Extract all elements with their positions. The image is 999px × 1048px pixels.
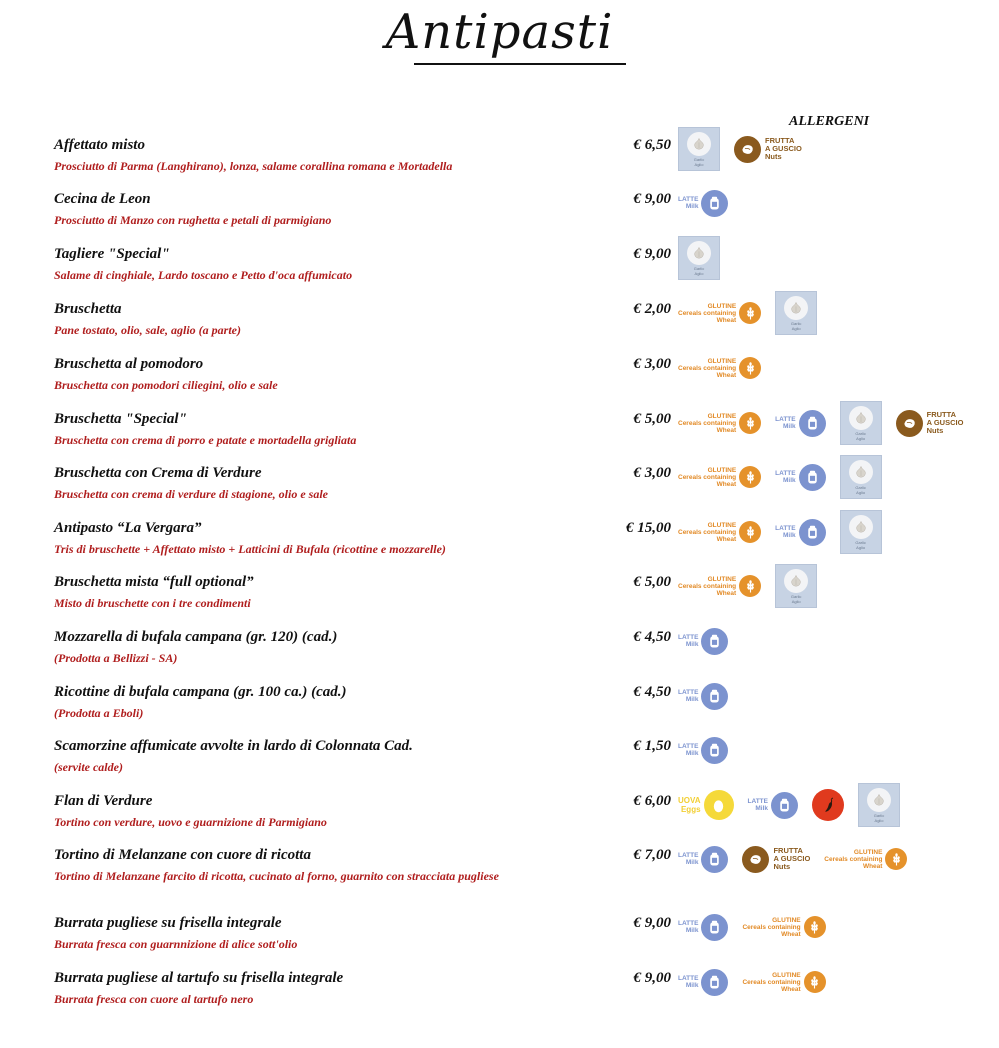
item-description: (Prodotta a Eboli) (54, 706, 144, 720)
gluten-label (678, 413, 736, 434)
item-allergens (678, 291, 831, 335)
item-price: € 9,00 (633, 191, 671, 207)
item-price: € 3,00 (633, 356, 671, 372)
item-description: Pane tostato, olio, sale, aglio (a parte) (54, 323, 241, 337)
nuts-label-line: Nuts (765, 152, 782, 161)
wheat-icon (739, 357, 761, 379)
wheat-icon (804, 971, 826, 993)
milk-label (678, 920, 698, 934)
item-description: Burrata fresca con guarnnizione di alice sott'olio (54, 937, 298, 951)
item-name: Bruschetta (54, 301, 122, 317)
gluten-label-line: Cereals containing (678, 582, 737, 590)
nuts-label (765, 137, 802, 161)
item-description: (Prodotta a Bellizzi - SA) (54, 651, 178, 665)
garlic-label-line: Aglio (874, 817, 884, 823)
gluten-label-line: Cereals containing (678, 528, 737, 536)
milk-label-line: LATTE (775, 416, 796, 423)
item-description: Misto di bruschette con i tre condimenti (54, 596, 251, 610)
garlic-label-line: Aglio (791, 598, 801, 604)
garlic-label-line: Aglio (694, 270, 704, 276)
gluten-label-line: GLUTINE (707, 575, 737, 583)
milk-label-line: Milk (755, 805, 768, 812)
allergen-garlic (840, 401, 882, 445)
allergen-garlic (840, 455, 882, 499)
gluten-label-line: Cereals containing (824, 855, 883, 863)
menu-item (0, 520, 999, 570)
gluten-label-line: GLUTINE (853, 848, 883, 856)
item-name: Bruschetta "Special" (54, 411, 187, 427)
item-price: € 5,00 (633, 411, 671, 427)
allergen-garlic (678, 236, 720, 280)
allergen-garlic (775, 564, 817, 608)
milk-label-line: Milk (685, 927, 699, 934)
item-description: Tortino di Melanzane farcito di ricotta, cucinato al forno, guarnito con stracciata pugliese (54, 869, 499, 883)
garlic-tile (775, 291, 817, 335)
item-price: € 7,00 (633, 847, 671, 863)
gluten-label (678, 358, 736, 379)
milk-label-line: LATTE (775, 525, 796, 532)
gluten-label-line: GLUTINE (772, 971, 801, 979)
milk-label (775, 470, 795, 484)
menu-item (0, 793, 999, 843)
item-price: € 1,50 (633, 738, 671, 754)
allergen-header: ALLERGENI (789, 114, 870, 129)
item-name: Bruschetta al pomodoro (54, 356, 204, 372)
garlic-label (791, 321, 801, 331)
milk-label-line: LATTE (775, 470, 796, 477)
garlic-label-line: Aglio (856, 544, 866, 550)
menu-item (0, 915, 999, 965)
allergen-eggs (678, 790, 734, 820)
nuts-label-line: FRUTTA (773, 846, 803, 855)
item-description: Bruschetta con crema di verdure di stagione, olio e sale (54, 487, 328, 501)
gluten-label-line: GLUTINE (707, 466, 737, 474)
garlic-label-line: Garlic (855, 539, 866, 545)
milk-icon (701, 846, 728, 873)
allergen-milk (678, 190, 728, 217)
item-name: Burrata pugliese su frisella integrale (54, 915, 282, 931)
allergen-nuts (742, 846, 810, 873)
item-name: Burrata pugliese al tartufo su frisella integrale (54, 970, 344, 986)
item-price: € 9,00 (633, 246, 671, 262)
garlic-label-line: Garlic (855, 484, 866, 490)
gluten-label (742, 917, 800, 938)
garlic-tile (678, 127, 720, 171)
garlic-label (874, 813, 884, 823)
garlic-label-line: Garlic (790, 593, 802, 599)
item-name: Bruschetta mista “full optional” (54, 574, 254, 590)
milk-icon (771, 792, 798, 819)
item-description: Salame di cinghiale, Lardo toscano e Petto d'oca affumicato (54, 268, 353, 282)
garlic-icon (784, 569, 808, 593)
item-name: Ricottine di bufala campana (gr. 100 ca.) (cad.) (54, 684, 347, 700)
allergen-gluten (678, 357, 761, 379)
menu-item (0, 738, 999, 788)
nuts-label-line: A GUSCIO (926, 418, 964, 427)
item-allergens (678, 564, 831, 608)
milk-label (678, 852, 698, 866)
garlic-icon (849, 460, 873, 484)
item-allergens (678, 619, 742, 663)
gluten-label-line: Wheat (716, 316, 737, 324)
garlic-label-line: Garlic (693, 156, 705, 162)
garlic-icon (784, 296, 808, 320)
garlic-label (855, 431, 865, 441)
allergen-gluten (678, 575, 761, 597)
milk-label-line: Milk (782, 477, 796, 484)
nut-icon (896, 410, 923, 437)
item-description: Tortino con verdure, uovo e guarnizione di Parmigiano (54, 815, 327, 829)
item-allergens (678, 674, 742, 718)
item-name: Tagliere "Special" (54, 246, 170, 262)
wheat-icon (739, 302, 761, 324)
wheat-icon (804, 916, 826, 938)
item-allergens (678, 455, 896, 499)
milk-label-line: LATTE (747, 798, 768, 805)
item-allergens (678, 728, 742, 772)
garlic-label (694, 266, 704, 276)
milk-label-line: Milk (685, 696, 699, 703)
item-price: € 5,00 (633, 574, 671, 590)
item-price: € 9,00 (633, 915, 671, 931)
item-name: Antipasto “La Vergara” (54, 520, 202, 536)
wheat-icon (739, 466, 761, 488)
gluten-label (678, 467, 736, 488)
nuts-label-line: FRUTTA (926, 410, 957, 419)
item-allergens (678, 181, 742, 225)
eggs-label-line: UOVA (678, 796, 701, 805)
item-allergens (678, 401, 977, 445)
gluten-label-line: GLUTINE (707, 412, 737, 420)
garlic-label-line: Garlic (693, 265, 705, 271)
garlic-tile (840, 510, 882, 554)
garlic-label-line: Garlic (855, 430, 866, 436)
garlic-tile (840, 455, 882, 499)
milk-label-line: LATTE (678, 920, 699, 927)
item-description: Prosciutto di Manzo con rughetta e petali di parmigiano (54, 213, 332, 227)
nuts-label-line: Nuts (773, 862, 791, 871)
page-title: Antipasti (385, 4, 614, 60)
gluten-label-line: Cereals containing (678, 364, 737, 372)
milk-icon (701, 628, 728, 655)
item-price: € 9,00 (633, 970, 671, 986)
item-allergens (678, 905, 840, 949)
item-price: € 15,00 (626, 520, 671, 536)
item-price: € 6,00 (633, 793, 671, 809)
item-description: Prosciutto di Parma (Langhirano), lonza, salame corallina romana e Mortadella (54, 159, 453, 173)
item-name: Bruschetta con Crema di Verdure (54, 465, 262, 481)
gluten-label (824, 849, 882, 870)
allergen-gluten (742, 971, 825, 993)
gluten-label-line: Wheat (862, 862, 883, 870)
milk-label (678, 689, 698, 703)
item-description: Tris di bruschette + Affettato misto + Latticini di Bufala (ricottine e mozzarelle) (54, 542, 446, 556)
garlic-icon (849, 515, 873, 539)
garlic-tile (775, 564, 817, 608)
garlic-label (855, 485, 865, 495)
allergen-nuts (734, 136, 802, 163)
milk-icon (799, 410, 826, 437)
item-description: Bruschetta con pomodori ciliegini, olio e sale (54, 378, 278, 392)
nut-icon (742, 846, 769, 873)
garlic-label-line: Garlic (790, 320, 802, 326)
milk-label-line: LATTE (678, 743, 699, 750)
garlic-icon (867, 788, 891, 812)
garlic-tile (858, 783, 900, 827)
item-allergens (678, 346, 775, 390)
milk-label-line: LATTE (678, 689, 699, 696)
milk-label (775, 416, 795, 430)
allergen-milk (678, 683, 728, 710)
item-name: Affettato misto (54, 137, 145, 153)
milk-label (775, 525, 795, 539)
milk-label (678, 975, 698, 989)
gluten-label-line: Cereals containing (742, 923, 801, 931)
gluten-label-line: GLUTINE (707, 357, 737, 365)
nuts-label-line: FRUTTA (765, 136, 795, 145)
nut-icon (734, 136, 761, 163)
milk-label-line: Milk (782, 423, 796, 430)
item-name: Cecina de Leon (54, 191, 151, 207)
menu-item (0, 684, 999, 734)
milk-label-line: Milk (685, 750, 699, 757)
gluten-label-line: Wheat (716, 426, 737, 434)
menu-item (0, 137, 999, 187)
wheat-icon (739, 412, 761, 434)
menu-item (0, 356, 999, 406)
milk-label (678, 743, 698, 757)
item-name: Scamorzine affumicate avvolte in lardo di Colonnata Cad. (54, 738, 413, 754)
garlic-icon (687, 241, 711, 265)
allergen-nuts (896, 410, 964, 437)
milk-icon (701, 737, 728, 764)
allergen-gluten (678, 412, 761, 434)
milk-icon (701, 683, 728, 710)
milk-label-line: LATTE (678, 196, 699, 203)
gluten-label-line: Cereals containing (678, 473, 737, 481)
garlic-label-line: Garlic (873, 812, 885, 818)
nuts-label (773, 847, 810, 871)
allergen-gluten (678, 302, 761, 324)
allergen-gluten (678, 521, 761, 543)
garlic-label (791, 594, 801, 604)
milk-label-line: Milk (685, 203, 699, 210)
allergen-garlic (858, 783, 900, 827)
item-price: € 4,50 (633, 629, 671, 645)
allergen-milk (678, 969, 728, 996)
garlic-icon (687, 132, 711, 156)
gluten-label-line: GLUTINE (772, 916, 801, 924)
milk-icon (701, 190, 728, 217)
milk-label (748, 798, 768, 812)
allergen-garlic (678, 127, 720, 171)
item-price: € 6,50 (633, 137, 671, 153)
item-description: Bruschetta con crema di porro e patate e mortadella grigliata (54, 433, 357, 447)
allergen-milk (775, 410, 825, 437)
allergen-milk (678, 914, 728, 941)
menu-item (0, 246, 999, 296)
milk-icon (701, 914, 728, 941)
nuts-label-line: A GUSCIO (765, 144, 802, 153)
menu-item (0, 191, 999, 241)
item-price: € 2,00 (633, 301, 671, 317)
item-name: Tortino di Melanzane con cuore di ricotta (54, 847, 311, 863)
gluten-label (678, 522, 736, 543)
gluten-label-line: GLUTINE (707, 521, 737, 529)
gluten-label-line: Wheat (781, 930, 801, 938)
garlic-label-line: Aglio (856, 435, 866, 441)
item-price: € 3,00 (633, 465, 671, 481)
gluten-label-line: Cereals containing (678, 419, 737, 427)
item-description: (servite calde) (54, 760, 123, 774)
allergen-milk (678, 628, 728, 655)
milk-icon (799, 464, 826, 491)
milk-label-line: LATTE (678, 634, 699, 641)
item-allergens (678, 960, 840, 1004)
title-underline (414, 63, 626, 65)
milk-label-line: Milk (685, 982, 699, 989)
menu-item (0, 574, 999, 624)
menu-item (0, 411, 999, 461)
menu-item (0, 847, 999, 897)
egg-icon (704, 790, 734, 820)
item-allergens (678, 236, 734, 280)
nuts-label-line: Nuts (926, 426, 944, 435)
allergen-gluten (824, 848, 907, 870)
item-allergens (678, 783, 914, 827)
garlic-tile (678, 236, 720, 280)
gluten-label (678, 303, 736, 324)
chili-pepper-icon (812, 789, 844, 821)
menu-item (0, 301, 999, 351)
item-description: Burrata fresca con cuore al tartufo nero (54, 992, 254, 1006)
item-allergens (678, 127, 816, 171)
eggs-label-line: Eggs (680, 805, 701, 814)
wheat-icon (885, 848, 907, 870)
milk-label-line: Milk (782, 532, 796, 539)
allergen-gluten (678, 466, 761, 488)
garlic-label-line: Aglio (791, 325, 801, 331)
item-name: Flan di Verdure (54, 793, 153, 809)
allergen-milk (678, 737, 728, 764)
milk-label-line: LATTE (678, 852, 699, 859)
wheat-icon (739, 521, 761, 543)
garlic-label (855, 540, 865, 550)
gluten-label (678, 576, 736, 597)
gluten-label-line: Cereals containing (678, 309, 737, 317)
item-price: € 4,50 (633, 684, 671, 700)
milk-label-line: Milk (685, 859, 699, 866)
gluten-label-line: Cereals containing (742, 978, 801, 986)
milk-label-line: LATTE (678, 975, 699, 982)
item-allergens (678, 837, 921, 881)
gluten-label-line: Wheat (716, 480, 737, 488)
menu-item (0, 970, 999, 1020)
milk-label-line: Milk (685, 641, 699, 648)
garlic-label-line: Aglio (694, 161, 704, 167)
gluten-label-line: Wheat (716, 589, 737, 597)
allergen-gluten (742, 916, 825, 938)
allergen-milk (775, 519, 825, 546)
milk-label (678, 634, 698, 648)
allergen-milk (748, 792, 798, 819)
allergen-milk (775, 464, 825, 491)
milk-icon (799, 519, 826, 546)
garlic-label-line: Aglio (856, 489, 866, 495)
garlic-icon (849, 406, 873, 430)
allergen-chili (812, 789, 844, 821)
menu-item (0, 465, 999, 515)
gluten-label-line: Wheat (716, 371, 737, 379)
milk-label (678, 196, 698, 210)
nuts-label-line: A GUSCIO (773, 854, 811, 863)
wheat-icon (739, 575, 761, 597)
allergen-garlic (775, 291, 817, 335)
gluten-label-line: Wheat (716, 535, 737, 543)
gluten-label-line: GLUTINE (707, 302, 737, 310)
gluten-label (742, 972, 800, 993)
item-name: Mozzarella di bufala campana (gr. 120) (cad.) (54, 629, 338, 645)
menu-item (0, 629, 999, 679)
garlic-label (694, 157, 704, 167)
milk-icon (701, 969, 728, 996)
allergen-milk (678, 846, 728, 873)
allergen-garlic (840, 510, 882, 554)
garlic-tile (840, 401, 882, 445)
nuts-label (927, 411, 964, 435)
gluten-label-line: Wheat (781, 985, 801, 993)
item-allergens (678, 510, 896, 554)
eggs-label (678, 796, 701, 814)
